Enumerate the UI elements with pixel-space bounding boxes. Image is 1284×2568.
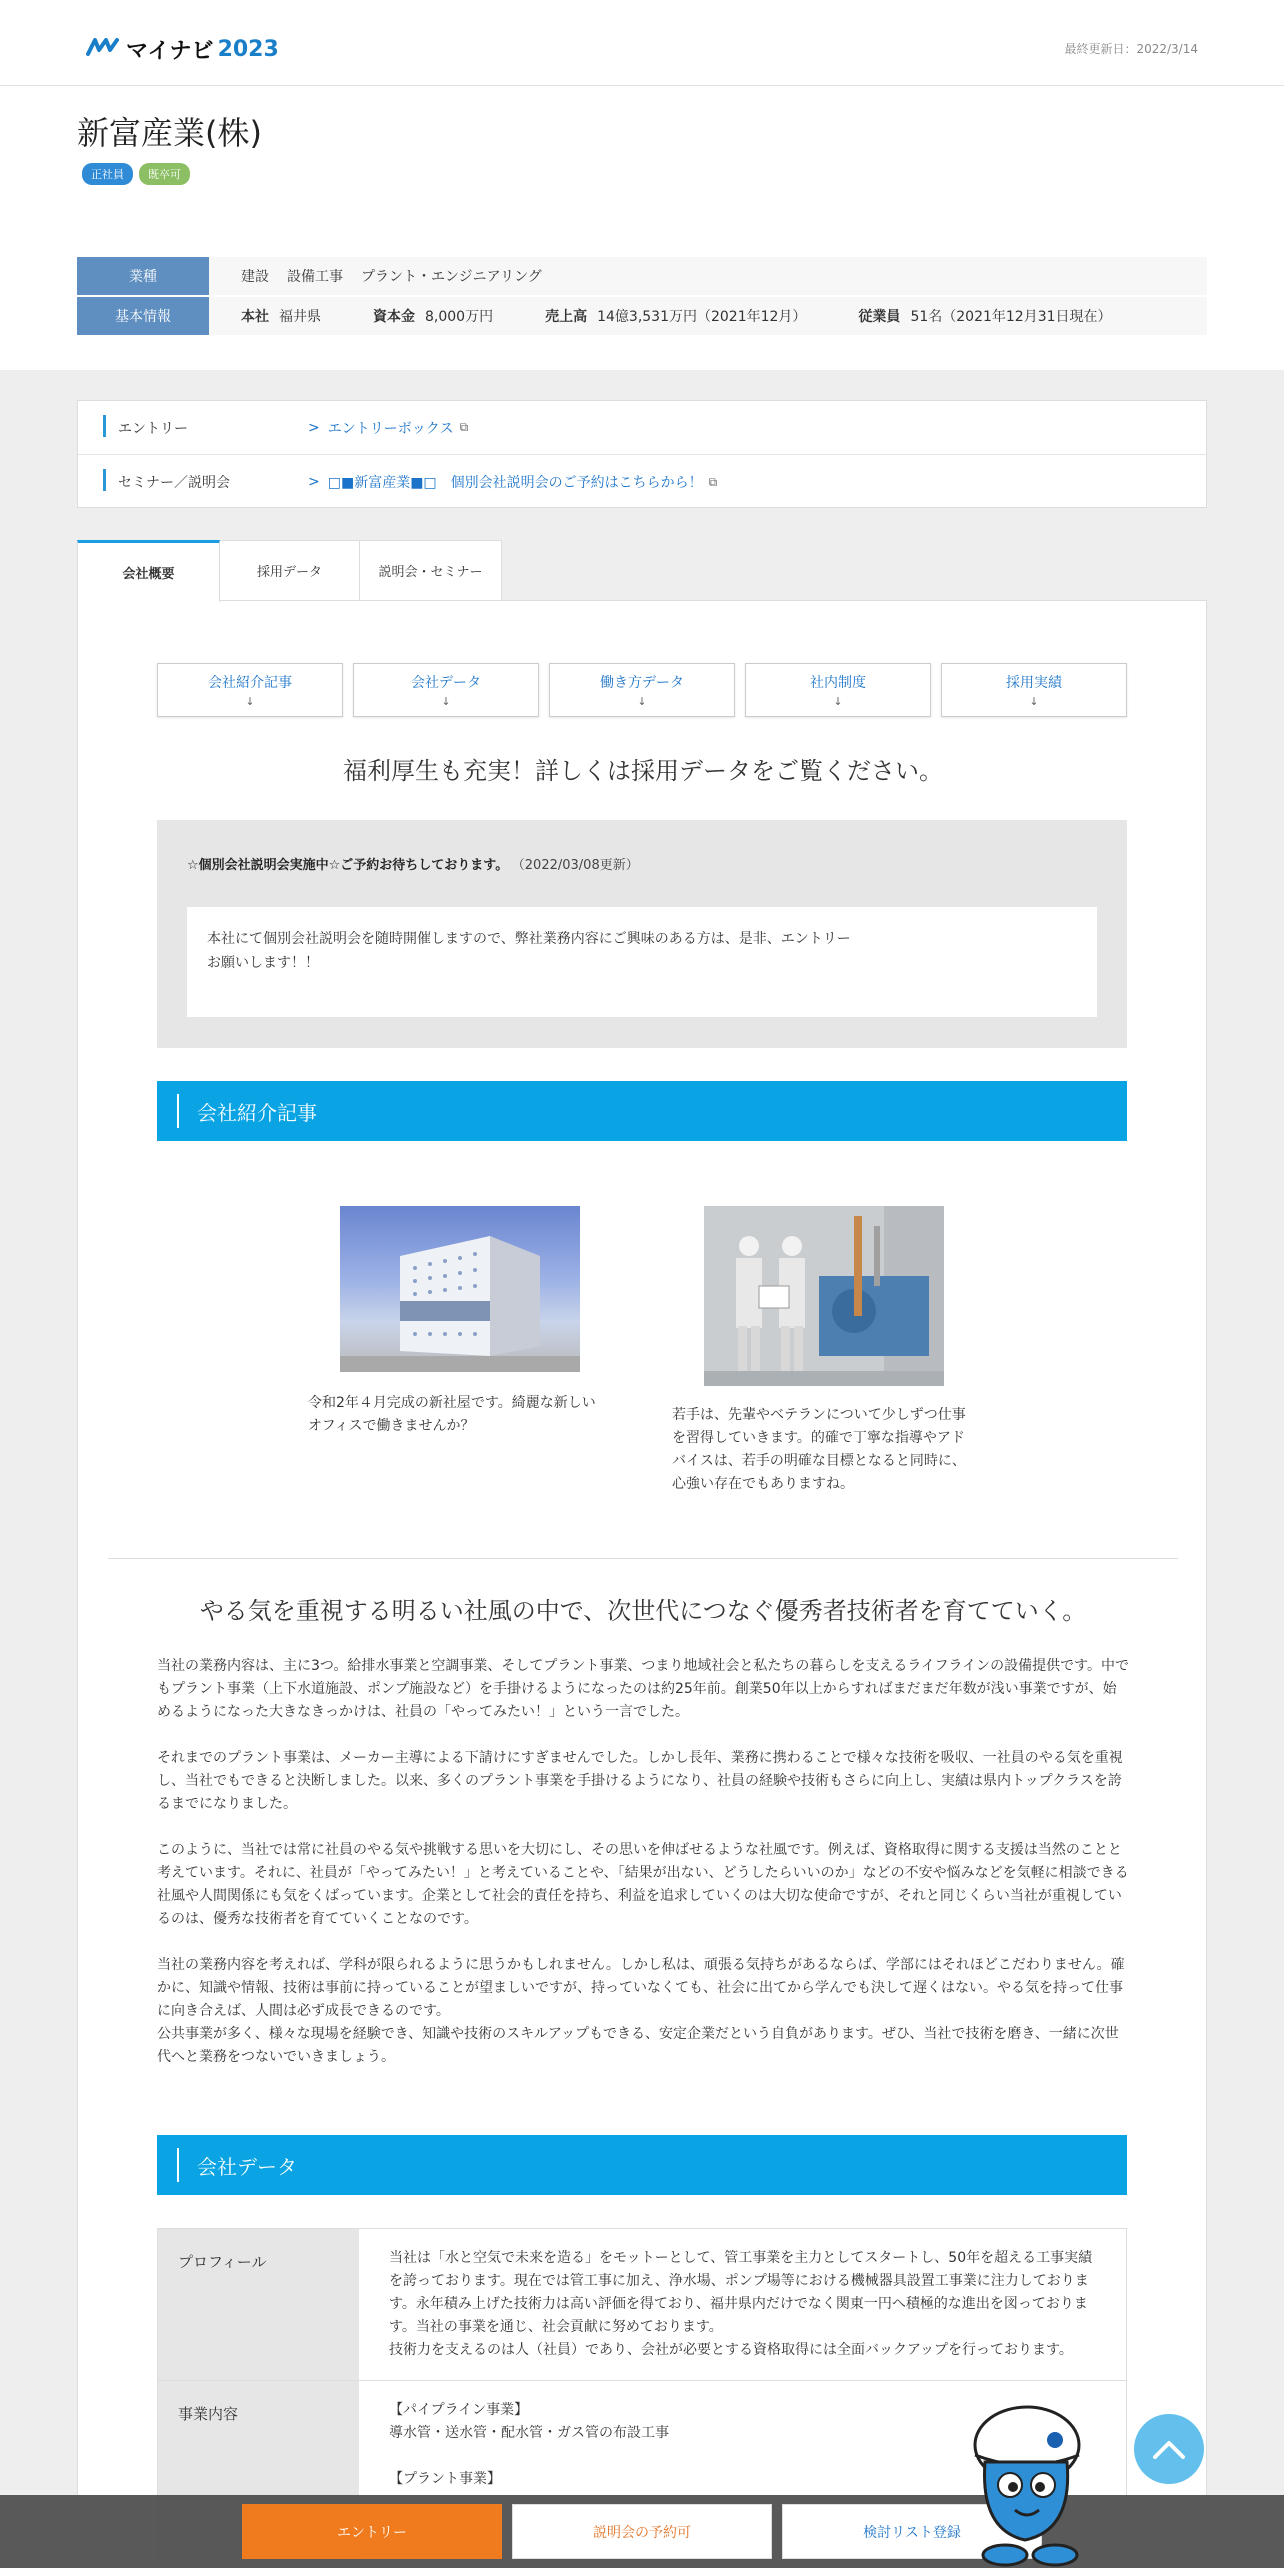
welfare-message: 福利厚生も充実！詳しくは採用データをご覧ください。 <box>343 757 943 785</box>
subnav-hiring-results[interactable]: 採用実績 ↓ <box>941 663 1127 717</box>
notice-body: 本社にて個別会社説明会を随時開催しますので、弊社業務内容にご興味のある方は、是非、エントリーお願いします！！ <box>187 907 1097 1017</box>
company-name: 新富産業(株) <box>77 114 262 152</box>
subnav-intro-articles[interactable]: 会社紹介記事 ↓ <box>157 663 343 717</box>
sales-value: 14億3,531万円（2021年12月） <box>597 309 807 325</box>
office-building-image <box>340 1206 580 1372</box>
notice-title: ☆個別会社説明会実施中☆ご予約お待ちしております。 （2022/03/08更新） <box>187 858 639 873</box>
chevron-right-icon: > <box>308 419 320 436</box>
industry-label: 業種 <box>77 257 209 295</box>
employment-badges <box>82 163 190 185</box>
entry-label: エントリー <box>78 418 308 438</box>
industry-item: 設備工事 <box>287 269 343 285</box>
logo-year: 2023 <box>217 37 279 62</box>
entry-row <box>78 401 1206 455</box>
photo-caption: 令和2年４月完成の新社屋です。綺麗な新しいオフィスで働きませんか？ <box>308 1395 596 1434</box>
photo-new-office <box>340 1206 580 1372</box>
company-title-area <box>0 86 1284 370</box>
entry-button[interactable]: エントリー <box>242 2504 502 2559</box>
mynavi-logo[interactable] <box>86 34 279 65</box>
seminar-reservation-button[interactable]: 説明会の予約可 <box>512 2504 772 2559</box>
basic-info-value <box>209 297 1207 335</box>
section-divider <box>108 1558 1178 1559</box>
employees-value: 51名（2021年12月31日現在） <box>910 309 1112 325</box>
photo-caption: 若手は、先輩やベテランについて少しずつ仕事を習得していきます。的確で丁寧な指導やアドバイスは、若手の明確な目標となると同時に、心強い存在でもありますね。 <box>672 1407 966 1492</box>
subnav-work-style-data[interactable]: 働き方データ ↓ <box>549 663 735 717</box>
basic-info-row <box>77 297 1207 335</box>
last-updated: 最終更新日：2022/3/14 <box>1064 42 1198 56</box>
article-paragraph: 当社の業務内容は、主に3つ。給排水事業と空調事業、そしてプラント事業、つまり地域社会と私たちの暮らしを支えるライフラインの設備提供です。中でもプラント事業（上下水道施設、ポンプ施設など）を手掛けるようになったのは約25年前。創業50年以上からすればまだまだ年数が浅い事業ですが、始めるようになった大きなきっかけは、社員の「やってみたい！」という一言でした。 <box>157 1658 1129 1720</box>
add-to-list-button[interactable]: 検討リスト登録 <box>782 2504 1042 2559</box>
arrow-down-icon: ↓ <box>1029 695 1039 708</box>
hq-value: 福井県 <box>279 309 321 325</box>
industry-item: 建設 <box>241 269 269 285</box>
notice-box <box>157 820 1127 1048</box>
scroll-to-top-button[interactable] <box>1134 2414 1204 2484</box>
seminar-label: セミナー／説明会 <box>78 472 308 492</box>
article-body <box>157 1655 1129 2092</box>
entry-box-link-text: エントリーボックス <box>327 420 454 437</box>
business-label: 事業内容 <box>158 2381 359 2568</box>
subnav-company-data[interactable]: 会社データ ↓ <box>353 663 539 717</box>
article-paragraph: 公共事業が多く、様々な現場を経験でき、知識や技術のスキルアップもできる、安定企業だという自負があります。ぜひ、当社で技術を磨き、一緒に次世代へと業務をつないでいきましょう。 <box>157 2026 1119 2065</box>
industry-row <box>77 257 1207 295</box>
seminar-link-text: □■新富産業■□ 個別会社説明会のご予約はこちらから！ <box>327 475 703 491</box>
hq-label: 本社 <box>241 309 269 325</box>
main-content <box>77 600 1207 2568</box>
external-link-icon: ⧉ <box>459 420 469 434</box>
chevron-up-icon <box>1151 2437 1187 2461</box>
badge-fulltime: 正社員 <box>82 163 133 185</box>
profile-row <box>158 2229 1126 2381</box>
business-value: 【パイプライン事業】 導水管・送水管・配水管・ガス管の布設工事 【プラント事業】 <box>359 2381 1126 2568</box>
logo-text: マイナビ <box>126 39 214 64</box>
section-heading-company-data: 会社データ <box>157 2135 1127 2195</box>
page-tabs <box>77 540 501 602</box>
site-header <box>0 0 1284 86</box>
entry-box <box>77 400 1207 508</box>
tab-seminars[interactable]: 説明会・セミナー <box>359 540 502 600</box>
section-heading-intro: 会社紹介記事 <box>157 1081 1127 1141</box>
arrow-down-icon: ↓ <box>637 695 647 708</box>
arrow-down-icon: ↓ <box>833 695 843 708</box>
article-paragraph: このように、当社では常に社員のやる気や挑戦する思いを大切にし、その思いを伸ばせるような社風です。例えば、資格取得に関する支援は当然のことと考えています。それに、社員が「やってみたい！」と考えていることや、「結果が出ない、どうしたらいいのか」などの不安や悩みなどを気軽に相談できる社風や人間関係にも気をくばっています。企業として社会的責任を持ち、利益を追求していくのは大切な使命ですが、それと同じくらい当社が重視しているのは、優秀な技術者を育てていくことなのです。 <box>157 1842 1129 1927</box>
workers-image <box>704 1206 944 1386</box>
subnav-internal-systems[interactable]: 社内制度 ↓ <box>745 663 931 717</box>
seminar-link[interactable] <box>308 472 717 492</box>
capital-value: 8,000万円 <box>425 309 494 325</box>
chevron-right-icon: > <box>308 474 320 490</box>
mascot-character-icon <box>955 2400 1095 2568</box>
article-paragraph: それまでのプラント事業は、メーカー主導による下請けにすぎませんでした。しかし長年、業務に携わることで様々な技術を吸収、一社員のやる気を重視し、当社でもできると決断しました。以来、多くのプラント事業を手掛けるようになり、社員の経験や技術もさらに向上し、実績は県内トップクラスを誇るまでになりました。 <box>157 1750 1123 1812</box>
sales-label: 売上高 <box>545 309 588 325</box>
tab-recruitment-data[interactable]: 採用データ <box>219 540 360 600</box>
mynavi-logo-icon <box>86 36 122 64</box>
profile-label: プロフィール <box>158 2229 359 2380</box>
article-paragraph: 当社の業務内容を考えれば、学科が限られるように思うかもしれません。しかし私は、頑張る気持ちがあるならば、学部にはそれほどこだわりません。確かに、知識や情報、技術は事前に持っていることが望ましいですが、持っていなくても、社会に出てから学んでも決して遅くはない。やる気を持って仕事に向き合えば、人間は必ず成長できるのです。 <box>157 1957 1125 2019</box>
section-subnav <box>157 663 1127 717</box>
industry-value <box>209 257 1207 295</box>
external-link-icon: ⧉ <box>708 474 718 489</box>
photo-workers <box>704 1206 944 1386</box>
capital-label: 資本金 <box>373 309 415 325</box>
arrow-down-icon: ↓ <box>245 695 255 708</box>
arrow-down-icon: ↓ <box>441 695 451 708</box>
article-title: やる気を重視する明るい社風の中で、次世代につなぐ優秀者技術者を育てていく。 <box>199 1597 1087 1625</box>
basic-info-label: 基本情報 <box>77 297 209 335</box>
tab-company-overview[interactable]: 会社概要 <box>77 540 220 602</box>
notice-date: （2022/03/08更新） <box>518 858 639 873</box>
profile-value: 当社は「水と空気で未来を造る」をモットーとして、管工事業を主力としてスタートし、50年を超える工事実績を誇っております。現在では管工事に加え、浄水場、ポンプ場等における機械器具設置工事業に注力しております。永年積み上げた技術力は高い評価を得ており、福井県内だけでなく関東一円へ積極的な進出を図っております。当社の事業を通じ、社会貢献に努めております。 技術力を支えるのは人（社員）であり、会社が必要とする資格取得には全面バックアップを行っております。 <box>359 2229 1126 2380</box>
industry-item: プラント・エンジニアリング <box>361 269 542 285</box>
seminar-row <box>78 455 1206 509</box>
badge-graduates-ok: 既卒可 <box>139 163 190 185</box>
company-info-table <box>77 257 1207 337</box>
employees-label: 従業員 <box>858 309 901 325</box>
entry-box-link[interactable] <box>308 418 468 438</box>
